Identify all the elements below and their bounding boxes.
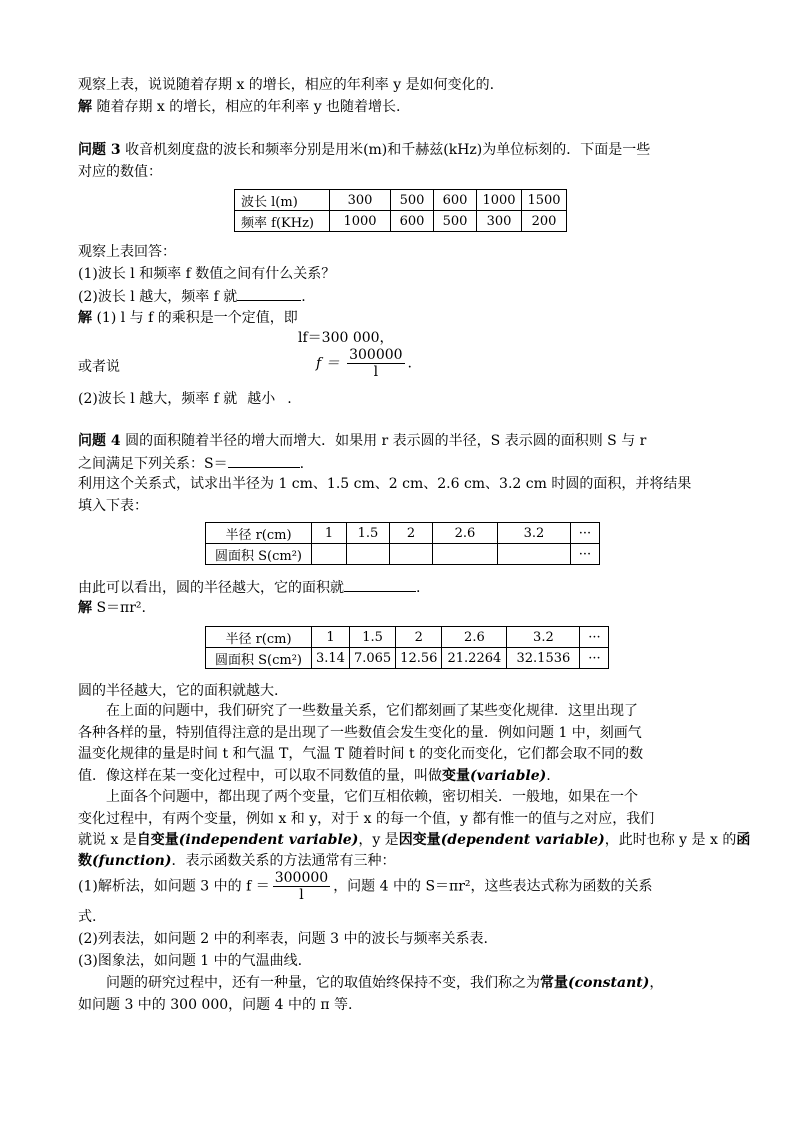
table-cell: 半径 r(cm) bbox=[206, 523, 312, 544]
table-row bbox=[206, 523, 600, 544]
para2-line-1: 上面各个问题中，都出现了两个变量，它们互相依赖，密切相关．一般地，如果在一个 bbox=[106, 789, 638, 805]
table-cell bbox=[498, 544, 571, 565]
q3-solution-2-answer: 越小 bbox=[247, 391, 276, 407]
para1-line-3: 温变化规律的量是时间 t 和气温 T，气温 T 随着时间 t 的变化而变化，它们都会取不同的数 bbox=[78, 746, 644, 762]
table-cell: 2 bbox=[396, 627, 442, 648]
term-independent-en: (independent variable) bbox=[178, 832, 359, 848]
table-cell: 波长 l(m) bbox=[235, 190, 330, 211]
method-1-text: (1)解析法，如问题 3 中的 f ＝ bbox=[78, 878, 270, 895]
term-function-part: 函 bbox=[736, 832, 751, 848]
q3-table bbox=[234, 189, 567, 232]
table-row bbox=[235, 211, 567, 232]
fraction-numerator: 300000 bbox=[349, 347, 403, 363]
q4-solution-text: S＝πr². bbox=[92, 600, 146, 616]
table-row bbox=[206, 627, 609, 648]
fraction bbox=[273, 870, 330, 903]
method-2: (2)列表法，如问题 2 中的利率表，问题 3 中的波长与频率关系表. bbox=[78, 931, 488, 947]
para2-text: 就说 x 是 bbox=[78, 832, 137, 848]
q3-or: 或者说 bbox=[78, 359, 120, 375]
q4-text-2: 之间满足下列关系：S＝ bbox=[78, 456, 228, 472]
term-function-part: 数 bbox=[78, 853, 92, 869]
q4-conclusion: 圆的半径越大，它的面积就越大. bbox=[78, 683, 279, 699]
q3-observe: 观察上表回答： bbox=[78, 244, 176, 260]
table-cell: 600 bbox=[391, 211, 434, 232]
table-cell: 600 bbox=[434, 190, 477, 211]
fraction-denominator: l bbox=[299, 887, 304, 903]
q3-question-2-text: (2)波长 l 越大，频率 f 就 bbox=[78, 289, 238, 305]
table-cell: 300 bbox=[330, 190, 391, 211]
table-cell: 1 bbox=[312, 523, 347, 544]
table-cell: ··· bbox=[571, 544, 600, 565]
q3-solution-2 bbox=[78, 389, 292, 409]
table-cell: 300 bbox=[477, 211, 522, 232]
fraction-numerator: 300000 bbox=[274, 870, 329, 886]
intro-line-1: 观察上表，说说随着存期 x 的增长，相应的年利率 y 是如何变化的. bbox=[78, 77, 495, 93]
table-cell: 1.5 bbox=[347, 523, 390, 544]
term-function-en: (function) bbox=[92, 853, 172, 869]
term-dependent: 因变量 bbox=[398, 832, 441, 848]
f-eq-end: . bbox=[407, 355, 412, 372]
para2-text: ，此时也称 y 是 x 的 bbox=[604, 832, 737, 848]
q3-text-1: 收音机刻度盘的波长和频率分别是用米(m)和千赫兹(kHz)为单位标刻的．下面是一些 bbox=[120, 142, 651, 158]
para2-line-3 bbox=[78, 830, 750, 850]
para1-line-1: 在上面的问题中，我们研究了一些数量关系，它们都刻画了某些变化规律．这里出现了 bbox=[106, 703, 638, 719]
answer-blank bbox=[344, 577, 416, 592]
table-cell: ··· bbox=[580, 627, 609, 648]
table-cell: 1000 bbox=[477, 190, 522, 211]
q4-line-2 bbox=[78, 453, 304, 474]
method-1-text-2: ，问题 4 中的 S＝πr²，这些表达式称为函数的关系 bbox=[333, 878, 653, 895]
table-cell: 圆面积 S(cm²) bbox=[206, 648, 312, 669]
para1-line-2: 各种各样的量，特别值得注意的是出现了一些数值会发生变化的量．例如问题 1 中，刻画气 bbox=[78, 725, 642, 741]
para3-line-1 bbox=[106, 973, 663, 993]
para1-end: . bbox=[546, 768, 551, 784]
q3-question-2 bbox=[78, 286, 306, 307]
method-1-end: 式. bbox=[78, 909, 97, 925]
q4-line-5 bbox=[78, 577, 420, 598]
table-row bbox=[235, 190, 567, 211]
table-cell: 3.14 bbox=[312, 648, 350, 669]
para1-text: 值．像这样在某一变化过程中，可以取不同数值的量，叫做 bbox=[78, 768, 442, 784]
table-cell: ··· bbox=[571, 523, 600, 544]
table-cell: 500 bbox=[434, 211, 477, 232]
q4-line-1 bbox=[78, 431, 646, 451]
method-1 bbox=[78, 870, 653, 903]
q3-solution-1-text: (1) l 与 f 的乘积是一个定值，即 bbox=[92, 310, 298, 326]
q4-filled-table bbox=[205, 626, 609, 669]
q3-question-1: (1)波长 l 和频率 f 数值之间有什么关系？ bbox=[78, 266, 336, 282]
f-eq-label: f ＝ bbox=[316, 355, 340, 372]
table-cell: 2.6 bbox=[442, 627, 507, 648]
q4-solution bbox=[78, 598, 146, 618]
table-cell: 半径 r(cm) bbox=[206, 627, 312, 648]
q3-equation: lf＝300 000， bbox=[298, 330, 394, 346]
table-cell: 200 bbox=[522, 211, 567, 232]
table-cell: 21.2264 bbox=[442, 648, 507, 669]
intro-line-2 bbox=[78, 97, 401, 117]
q4-text-2-end: . bbox=[299, 456, 305, 472]
table-cell: 7.065 bbox=[349, 648, 395, 669]
table-cell bbox=[312, 544, 347, 565]
table-cell: 2.6 bbox=[433, 523, 498, 544]
table-cell: 500 bbox=[391, 190, 434, 211]
term-constant-en: (constant) bbox=[568, 975, 650, 991]
solution-label: 解 bbox=[78, 600, 92, 616]
solution-label: 解 bbox=[78, 99, 92, 115]
table-cell: 32.1536 bbox=[507, 648, 580, 669]
table-row bbox=[206, 648, 609, 669]
term-constant: 常量 bbox=[540, 975, 568, 991]
para3-end: ， bbox=[649, 975, 664, 991]
table-row bbox=[206, 544, 600, 565]
solution-label: 解 bbox=[78, 310, 92, 326]
q3-solution-2-text: (2)波长 l 越大，频率 f 就 bbox=[78, 391, 238, 407]
q3-solution-1 bbox=[78, 308, 298, 328]
answer-blank bbox=[237, 286, 301, 301]
fraction-denominator: l bbox=[373, 364, 379, 380]
table-cell: 1500 bbox=[522, 190, 567, 211]
q4-empty-table bbox=[205, 522, 600, 565]
q3-line-1 bbox=[78, 140, 650, 160]
table-cell: 3.2 bbox=[507, 627, 580, 648]
table-cell: 12.56 bbox=[396, 648, 442, 669]
table-cell: 圆面积 S(cm²) bbox=[206, 544, 312, 565]
para3-text: 问题的研究过程中，还有一种量，它的取值始终保持不变，我们称之为 bbox=[106, 975, 540, 991]
table-cell: 1 bbox=[312, 627, 350, 648]
table-cell: 2 bbox=[390, 523, 433, 544]
table-cell bbox=[347, 544, 390, 565]
q3-question-2-end: . bbox=[301, 289, 306, 305]
table-cell bbox=[390, 544, 433, 565]
q3-line-2: 对应的数值： bbox=[78, 164, 162, 180]
table-cell: ··· bbox=[580, 648, 609, 669]
table-cell: 1.5 bbox=[349, 627, 395, 648]
term-independent: 自变量 bbox=[136, 832, 179, 848]
para2-line-2: 变化过程中，有两个变量，例如 x 和 y，对于 x 的每一个值，y 都有惟一的值与之对应，我们 bbox=[78, 811, 655, 827]
q3-fraction-equation bbox=[316, 347, 412, 380]
para2-line-4 bbox=[78, 851, 395, 871]
term-dependent-en: (dependent variable) bbox=[440, 832, 605, 848]
table-cell: 3.2 bbox=[498, 523, 571, 544]
term-variable: 变量 bbox=[442, 768, 470, 784]
table-cell bbox=[433, 544, 498, 565]
q4-label: 问题 4 bbox=[78, 433, 121, 449]
q4-line-4: 填入下表： bbox=[78, 498, 148, 514]
q4-text-5-end: . bbox=[416, 580, 421, 596]
fraction bbox=[347, 347, 404, 380]
answer-blank bbox=[228, 453, 300, 468]
q4-line-3: 利用这个关系式，试求出半径为 1 cm、1.5 cm、2 cm、2.6 cm、3.2 cm 时圆的面积，并将结果 bbox=[78, 476, 692, 492]
intro-solution-text: 随着存期 x 的增长，相应的年利率 y 也随着增长. bbox=[92, 99, 401, 115]
q4-text-1: 圆的面积随着半径的增大而增大．如果用 r 表示圆的半径，S 表示圆的面积则 S 与 r bbox=[120, 433, 647, 449]
table-cell: 频率 f(KHz) bbox=[235, 211, 330, 232]
q3-label: 问题 3 bbox=[78, 142, 121, 158]
para3-line-2: 如问题 3 中的 300 000，问题 4 中的 π 等. bbox=[78, 997, 353, 1013]
method-3: (3)图象法，如问题 1 中的气温曲线. bbox=[78, 953, 303, 969]
para2-text: ，y 是 bbox=[358, 832, 399, 848]
q4-text-5: 由此可以看出，圆的半径越大，它的面积就 bbox=[78, 580, 344, 596]
term-variable-en: (variable) bbox=[470, 768, 547, 784]
table-cell: 1000 bbox=[330, 211, 391, 232]
para2-text: ．表示函数关系的方法通常有三种： bbox=[171, 853, 396, 869]
para1-line-4 bbox=[78, 766, 551, 786]
q3-solution-2-end: . bbox=[287, 391, 292, 407]
